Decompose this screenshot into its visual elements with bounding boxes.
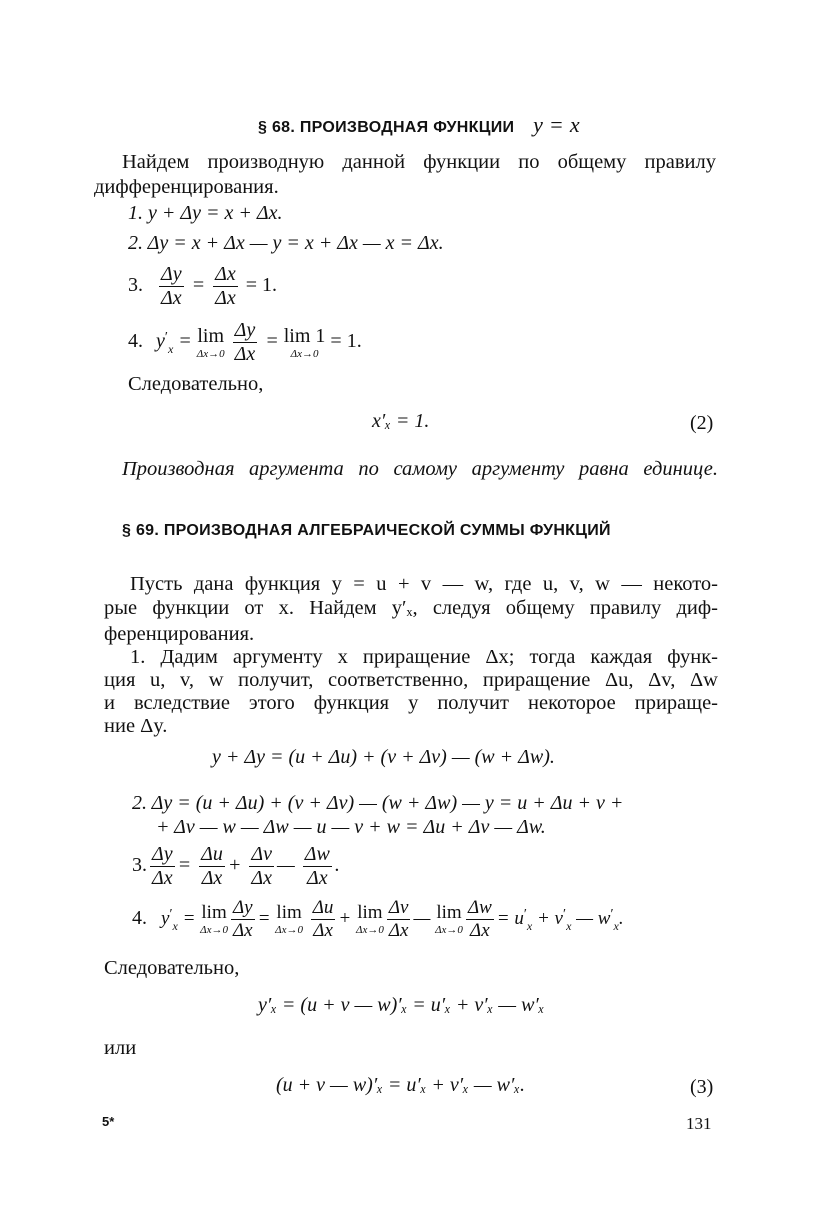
p2-line-3: и вследствие этого функция y получит некоторое прираще- bbox=[104, 692, 718, 714]
p1-line-2: рые функции от x. Найдем y′ₓ, следуя общему правилу диф- bbox=[104, 597, 718, 619]
step-2-line-2: + Δv — w — Δw — u — v + w = Δu + Δv — Δw. bbox=[156, 816, 546, 838]
heading-formula: y = x bbox=[533, 112, 580, 137]
page-number: 131 bbox=[686, 1114, 712, 1133]
step-1: 1. y + Δy = x + Δx. bbox=[128, 202, 283, 224]
p2-line-2: ция u, v, w получит, соответственно, приращение Δu, Δv, Δw bbox=[104, 669, 718, 691]
equation-number-3: (3) bbox=[690, 1076, 714, 1098]
step-4: 4. $y'_x$ = lim Δx→0 $\frac{\Delta y}{\Delta x}$ = lim 1 Δx→0 = 1. bbox=[128, 319, 362, 365]
step-4-limits: 4. $y'_x$ = lim Δx→0 $\frac{\Delta y}{\Delta x}$ = lim Δx→0 $\frac{\Delta u}{\Delta x}$ + lim Δx→0 $\frac{\Delta v}{\Delta x}$ — lim Δx→0 $\frac{\Delta w}{\Delta x}$ = $u'_x + v'_x$ — $w'_x$. bbox=[132, 897, 624, 941]
intro-line-1: Найдем производную данной функции по общему правилу bbox=[122, 151, 716, 173]
final-equation: (u + v — w)′ₓ = u′ₓ + v′ₓ — w′ₓ. bbox=[276, 1074, 526, 1096]
equation-number-2: (2) bbox=[690, 412, 714, 434]
section-69-heading: § 69. ПРОИЗВОДНАЯ АЛГЕБРАИЧЕСКОЙ СУММЫ ФУНКЦИЙ bbox=[122, 522, 611, 539]
signature-mark: 5* bbox=[102, 1114, 115, 1129]
intro-line-2: дифференцирования. bbox=[94, 176, 279, 198]
step-2-line-1: 2. Δy = (u + Δu) + (v + Δv) — (w + Δw) — y = u + Δu + v + bbox=[132, 792, 624, 814]
p2-line-1: 1. Дадим аргументу x приращение Δx; тогда каждая функ- bbox=[130, 646, 718, 668]
consequently-68: Следовательно, bbox=[128, 373, 264, 395]
conclusion-italic: Производная аргумента по самому аргументу равна единице. bbox=[122, 458, 718, 480]
or-word: или bbox=[104, 1037, 137, 1059]
p2-line-4: ние Δy. bbox=[104, 715, 168, 737]
p1-line-3: ференцирования. bbox=[104, 623, 255, 645]
p1-line-1: Пусть дана функция y = u + v — w, где u, v, w — некото- bbox=[130, 573, 718, 595]
derivative-sum-equation: y′ₓ = (u + v — w)′ₓ = u′ₓ + v′ₓ — w′ₓ bbox=[258, 994, 545, 1016]
increment-equation: y + Δy = (u + Δu) + (v + Δv) — (w + Δw). bbox=[212, 746, 555, 768]
step-3: 3. $\frac{\Delta y}{\Delta x}$ = $\frac{\Delta x}{\Delta x}$ = 1. bbox=[128, 263, 278, 309]
step-3-fractions: 3. $\frac{\Delta y}{\Delta x}$ = $\frac{\Delta u}{\Delta x}$ + $\frac{\Delta v}{\Delta x}$ — $\frac{\Delta w}{\Delta x}$ . bbox=[132, 843, 340, 889]
step-2: 2. Δy = x + Δx — y = x + Δx — x = Δx. bbox=[128, 232, 444, 254]
result-equation: x′ₓ = 1. bbox=[372, 410, 430, 432]
consequently-69: Следовательно, bbox=[104, 957, 240, 979]
section-68-heading: § 68. ПРОИЗВОДНАЯ ФУНКЦИИ y = x bbox=[258, 112, 580, 137]
